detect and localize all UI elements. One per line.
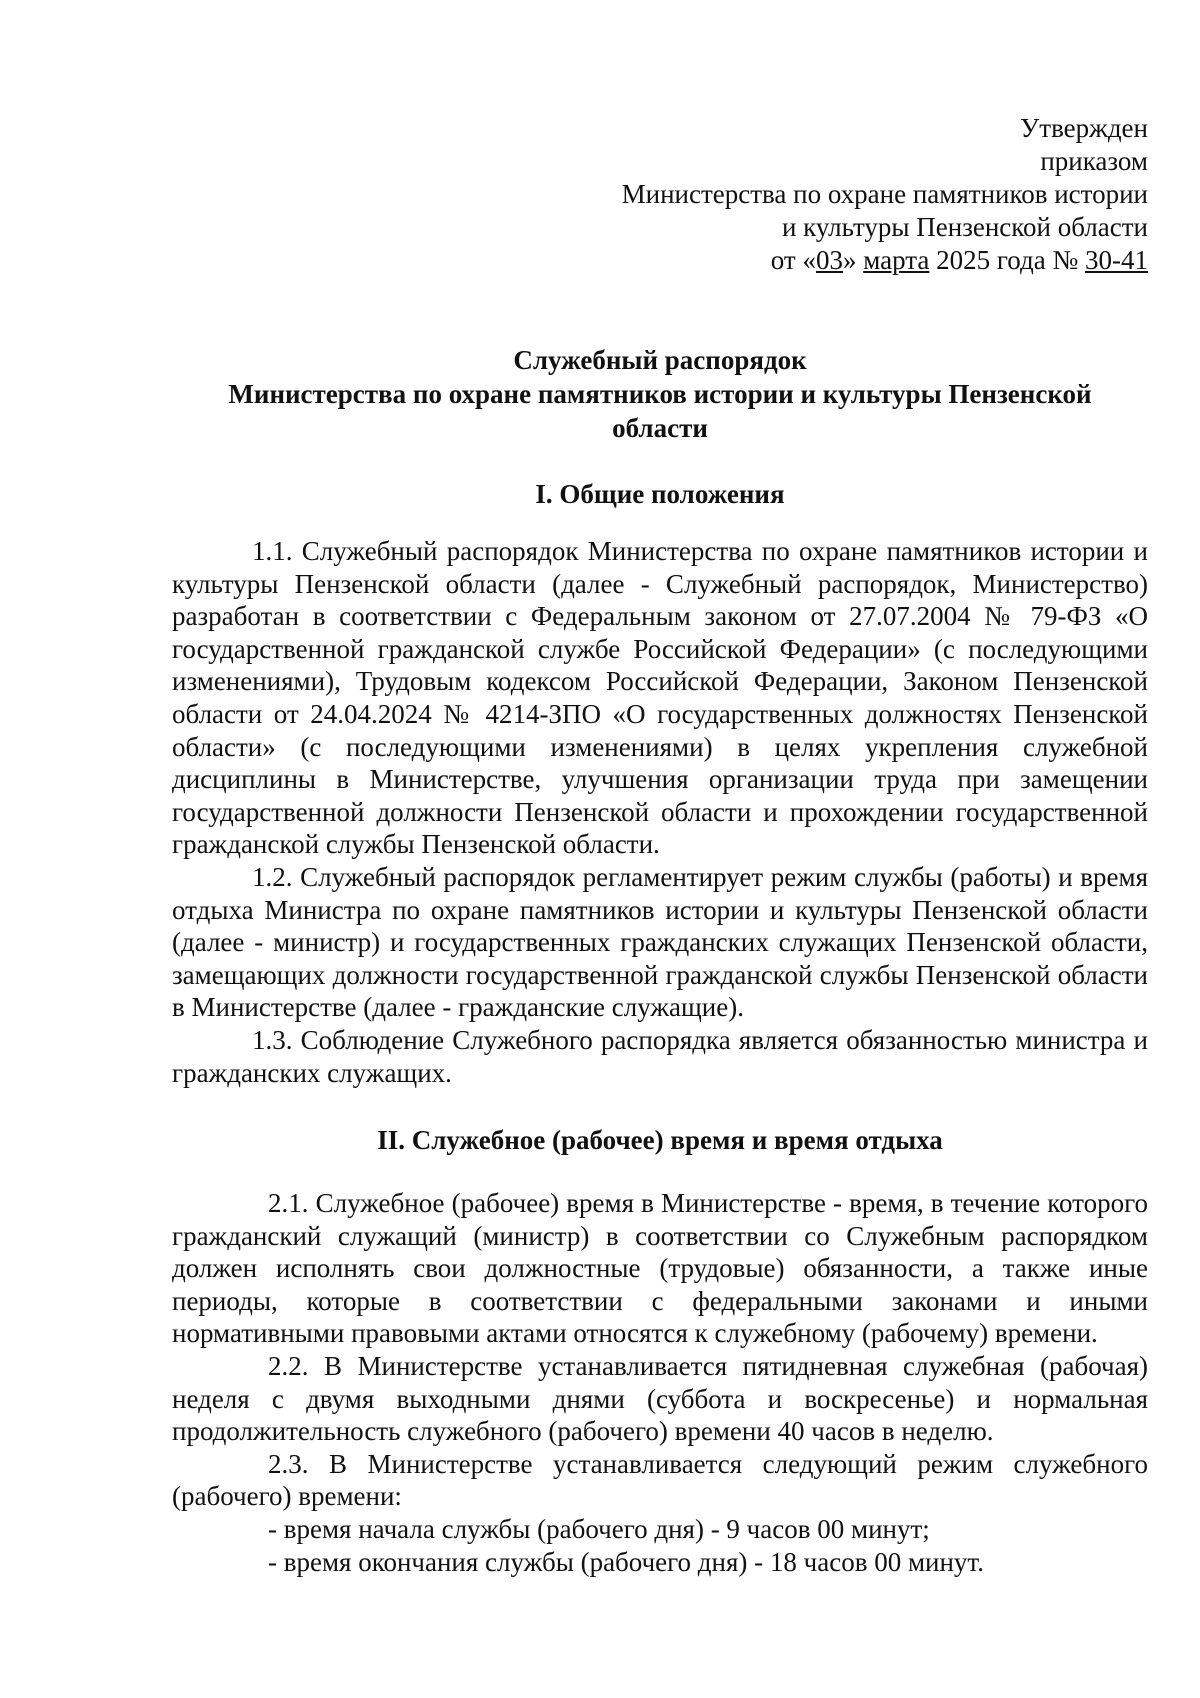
approval-stamp xyxy=(172,112,1148,277)
paragraph: 2.2. В Министерстве устанавливается пятидневная служебная (рабочая) неделя с двумя выходными днями (суббота и воскресенье) и нормальная продолжительность служебного (рабочего) времени 40 часов в неделю. xyxy=(172,1351,1148,1447)
section-heading: I. Общие положения xyxy=(535,479,785,509)
document-title xyxy=(172,343,1148,445)
title-line: Служебный распорядок xyxy=(513,345,807,375)
approval-line: и культуры Пензенской области xyxy=(781,212,1148,242)
paragraph: 1.1. Служебный распорядок Министерства по охране памятников истории и культуры Пензенской области (далее - Служебный распорядок, Министерство) разработан в соответствии с Федеральным законом от 27.07.2004 № 79-ФЗ «О государственной гражданской службе Российской Федерации» (с последующими изменениями), Трудовым кодексом Российской Федерации, Законом Пензенской области от 24.04.2024 № 4214-ЗПО «О государственных должностях Пензенской области» (с последующими изменениями) в целях укрепления служебной дисциплины в Министерстве, улучшения организации труда при замещении государственной должности Пензенской области и прохождении государственной гражданской службы Пензенской области. xyxy=(172,536,1148,860)
approval-day: 03 xyxy=(815,245,843,275)
paragraph: 1.3. Соблюдение Служебного распорядка является обязанностью министра и гражданских служащих. xyxy=(172,1024,1148,1088)
approval-number: 30-41 xyxy=(1085,245,1148,275)
title-line: области xyxy=(612,413,708,443)
approval-month: марта xyxy=(863,245,930,275)
approval-line: Министерства по охране памятников истории xyxy=(621,179,1148,209)
approval-line: Утвержден xyxy=(1020,113,1148,143)
document-page xyxy=(172,112,1148,1578)
list-item: - время начала службы (рабочего дня) - 9 часов 00 минут; xyxy=(268,1514,930,1545)
section-body xyxy=(172,1187,1148,1578)
section-body xyxy=(172,535,1148,1089)
approval-date-line xyxy=(172,244,1148,277)
date-separator: » xyxy=(842,245,864,275)
title-line: Министерства по охране памятников истории и культуры Пензенской xyxy=(228,379,1092,409)
approval-line: приказом xyxy=(1040,146,1148,176)
paragraph: 2.3. В Министерстве устанавливается следующий режим служебного (рабочего) времени: xyxy=(172,1448,1148,1512)
section-heading: II. Служебное (рабочее) время и время отдыха xyxy=(377,1125,943,1156)
paragraph: 1.2. Служебный распорядок регламентирует режим службы (работы) и время отдыха Министра по охране памятников истории и культуры Пензенской области (далее - министр) и государственных гражданских служащих Пензенской области, замещающих должности государственной гражданской службы Пензенской области в Министерстве (далее - гражданские служащие). xyxy=(172,861,1148,1023)
date-year: 2025 года № xyxy=(929,245,1085,275)
date-prefix: от « xyxy=(770,245,816,275)
list-item: - время окончания службы (рабочего дня) - 18 часов 00 минут. xyxy=(268,1546,984,1577)
paragraph: 2.1. Служебное (рабочее) время в Министерстве - время, в течение которого гражданский служащий (министр) в соответствии со Служебным распорядком должен исполнять свои должностные (трудовые) обязанности, а также иные периоды, которые в соответствии с федеральными законами и иными нормативными правовыми актами относятся к служебному (рабочему) времени. xyxy=(172,1188,1148,1349)
